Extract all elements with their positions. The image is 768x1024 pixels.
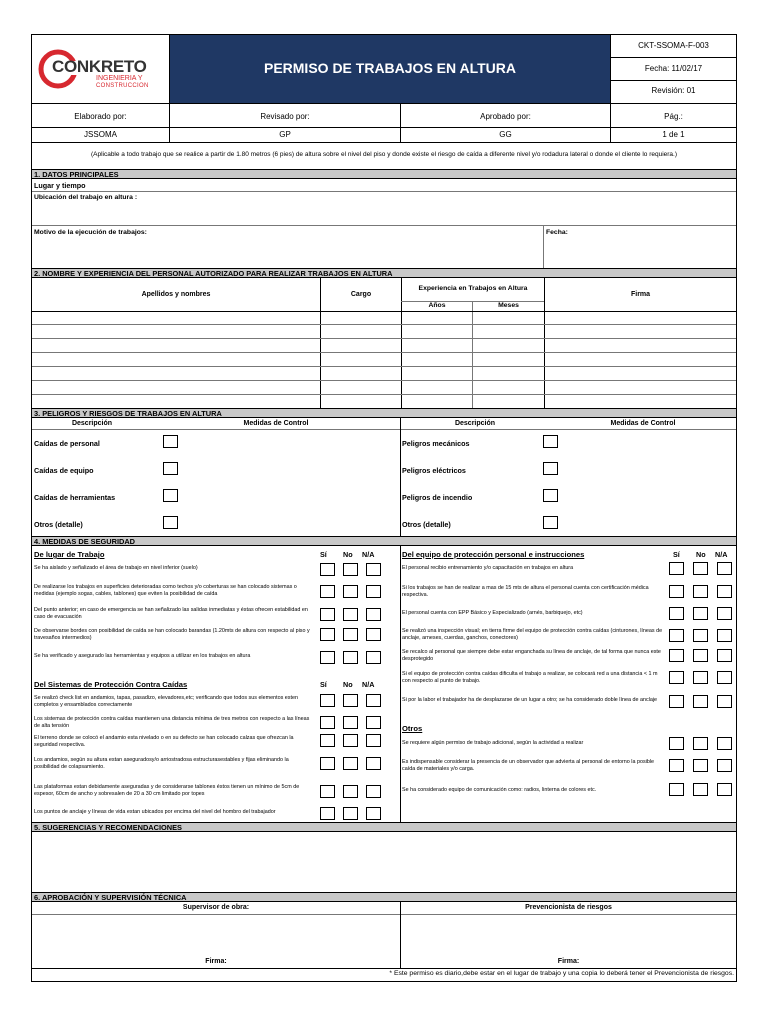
ubicacion-label: Ubicación del trabajo en altura :: [34, 194, 138, 201]
lugar-item-4-na[interactable]: [366, 628, 381, 641]
hazard-right-1: Peligros mecánicos: [402, 439, 470, 448]
proteccion-item-4-no[interactable]: [343, 757, 358, 770]
otros-item-1-si[interactable]: [669, 737, 684, 750]
proteccion-item-5-no[interactable]: [343, 785, 358, 798]
proteccion-item-2-na[interactable]: [366, 716, 381, 729]
proteccion-item-4: Los andamios, según su altura estan aseguradosy/o arriostradosa estructurasestables y fijas eliminando la posibilidad de colapsamiento.: [34, 757, 289, 770]
lugar-item-2-no[interactable]: [343, 585, 358, 598]
firma-supervisor-label: Firma:: [205, 958, 227, 965]
proteccion-no-header: No: [343, 680, 353, 689]
epp-item-6-si[interactable]: [669, 671, 684, 684]
epp-item-5-no[interactable]: [693, 649, 708, 662]
otros-item-3: Se ha considerado equipo de comunicación como: radios, linterna de colores etc.: [402, 787, 597, 793]
epp-item-6-no[interactable]: [693, 671, 708, 684]
otros-item-3-na[interactable]: [717, 783, 732, 796]
proteccion-na-header: N/A: [362, 680, 375, 689]
motivo-label: Motivo de la ejecución de trabajos:: [34, 229, 147, 236]
epp-item-7-si[interactable]: [669, 695, 684, 708]
otros-item-1: Se requiere algún permiso de trabajo adicional, según la actividad a realizar: [402, 740, 584, 746]
revisado-value: GP: [279, 130, 291, 139]
hazard-left-3-checkbox[interactable]: [163, 489, 178, 502]
proteccion-item-2-si[interactable]: [320, 716, 335, 729]
hazard-left-3: Caídas de herramientas: [34, 493, 116, 502]
hazard-left-2-checkbox[interactable]: [163, 462, 178, 475]
epp-item-1-si[interactable]: [669, 562, 684, 575]
proteccion-item-3-na[interactable]: [366, 734, 381, 747]
lugar-item-1-no[interactable]: [343, 563, 358, 576]
proteccion-item-5: Las plataformas estan debidamente aseguradas y de considerarse tablones éstos tienen un mínimo de 5cm de espesor, 60cm de ancho y sobresalen de 20 a 30 cm limitado por topes: [34, 784, 300, 797]
epp-item-1: El personal recibio entrenamiento y/o capacitación en trabajos en altura: [402, 565, 574, 571]
epp-item-4-no[interactable]: [693, 629, 708, 642]
section2-header: 2. NOMBRE Y EXPERIENCIA DEL PERSONAL AUTORIZADO PARA REALIZAR TRABAJOS EN ALTURA: [32, 268, 736, 278]
epp-item-7: Si por la labor el trabajador ha de desplazarse de un lugar a otro; se ha considerado doble línea de anclaje: [402, 697, 658, 703]
proteccion-item-6-na[interactable]: [366, 807, 381, 820]
proteccion-item-3-si[interactable]: [320, 734, 335, 747]
company-logo: [36, 45, 166, 97]
lugar-item-4-si[interactable]: [320, 628, 335, 641]
lugar-si-header: Sí: [320, 550, 327, 559]
lugar-item-3-no[interactable]: [343, 608, 358, 621]
firma-prevencionista-label: Firma:: [557, 958, 580, 965]
lugar-item-4: De observarse bordes con posibilidad de caída se han colocado barandas (1.20mts de altura con respecto al piso y travesaños intermedios): [34, 628, 310, 641]
epp-item-7-na[interactable]: [717, 695, 732, 708]
epp-item-2-no[interactable]: [693, 585, 708, 598]
hazard-left-4: Otros (detalle): [34, 520, 83, 529]
lugar-item-3-na[interactable]: [366, 608, 381, 621]
epp-item-3-si[interactable]: [669, 607, 684, 620]
epp-item-2-si[interactable]: [669, 585, 684, 598]
epp-item-5: Se recalco al personal que siempre debe estar enganchada su línea de anclaje, de tal forma que nunca este desprotegido: [402, 649, 661, 662]
lugar-item-5-na[interactable]: [366, 651, 381, 664]
section4-header: 4. MEDIDAS DE SEGURIDAD: [32, 536, 736, 546]
lugar-item-3-si[interactable]: [320, 608, 335, 621]
proteccion-item-5-na[interactable]: [366, 785, 381, 798]
col-desc-right: Descripción: [454, 420, 496, 427]
hazard-right-4: Otros (detalle): [402, 520, 451, 529]
section1-header: 1. DATOS PRINCIPALES: [32, 169, 736, 179]
otros-item-1-no[interactable]: [693, 737, 708, 750]
epp-no-header: No: [696, 550, 706, 559]
proteccion-item-6-si[interactable]: [320, 807, 335, 820]
lugar-item-2-si[interactable]: [320, 585, 335, 598]
supervisor-label: Supervisor de obra:: [182, 904, 250, 911]
proteccion-title: Del Sistemas de Protección Contra Caídas: [34, 680, 188, 689]
proteccion-item-4-na[interactable]: [366, 757, 381, 770]
section5-header: 5. SUGERENCIAS Y RECOMENDACIONES: [32, 822, 736, 832]
epp-item-1-na[interactable]: [717, 562, 732, 575]
otros-item-3-no[interactable]: [693, 783, 708, 796]
col-firma: Firma: [630, 291, 651, 298]
epp-item-3: El personal cuenta con EPP Básico y Especializado (arnés, barbiquejo, etc): [402, 610, 583, 616]
lugar-item-1: Se ha aislado y señalizado el área de trabajo en nivel inferior (suelo): [34, 565, 198, 571]
otros-item-2-si[interactable]: [669, 759, 684, 772]
hazard-right-2-checkbox[interactable]: [543, 462, 558, 475]
lugar-item-5: Se ha verificado y asegurado las herramientas y equipos a utilizar en los trabajos en altura: [34, 653, 251, 659]
epp-item-5-si[interactable]: [669, 649, 684, 662]
pag-value: 1 de 1: [662, 130, 685, 139]
otros-title: Otros: [402, 724, 423, 733]
form-code: CKT-SSOMA-F-003: [638, 41, 709, 50]
otros-item-3-si[interactable]: [669, 783, 684, 796]
epp-item-4: Se realizó una inspección visual; en tierra firme del equipo de protección contra caídas (cinturones, líneas de anclaje, arneses, cuerdas, ganchos, conectores): [402, 628, 663, 641]
proteccion-item-1-na[interactable]: [366, 694, 381, 707]
epp-item-2-na[interactable]: [717, 585, 732, 598]
form-revision: Revisión: 01: [651, 86, 696, 95]
prevencionista-label: Prevencionista de riesgos: [525, 904, 612, 911]
hazard-right-4-checkbox[interactable]: [543, 516, 558, 529]
fecha-label: Fecha:: [546, 229, 568, 236]
lugar-na-header: N/A: [362, 550, 375, 559]
epp-item-2: Si los trabajos se han de realizar a mas de 15 mts de altura el personal cuenta con certificación médica respectiva.: [402, 585, 649, 598]
footer-note: * Este permiso es diario,debe estar en el lugar de trabajo y una copia lo deberá tener el Prevencionista de riesgos.: [389, 970, 734, 977]
elaborado-label: Elaborado por:: [74, 112, 127, 121]
epp-item-5-na[interactable]: [717, 649, 732, 662]
page-title: PERMISO DE TRABAJOS EN ALTURA: [263, 60, 516, 76]
hazard-right-2: Peligros eléctricos: [402, 466, 466, 475]
epp-title: Del equipo de protección personal e instrucciones: [402, 550, 585, 559]
lugar-trabajo-title: De lugar de Trabajo: [34, 550, 105, 559]
col-medidas-left: Medidas de Control: [243, 420, 309, 427]
proteccion-item-2: Los sistemas de protección contra caídas mantienen una distancia mínima de tres metros con respecto a las líneas de alta tensión: [34, 716, 310, 729]
proteccion-item-6-no[interactable]: [343, 807, 358, 820]
proteccion-item-4-si[interactable]: [320, 757, 335, 770]
lugar-label: Lugar y tiempo: [34, 181, 86, 190]
section3-header: 3. PELIGROS Y RIESGOS DE TRABAJOS EN ALTURA: [32, 408, 736, 418]
hazard-left-2: Caídas de equipo: [34, 466, 94, 475]
lugar-item-2: De realizarse los trabajos en superficies deterioradas como techos y/o coberturas se han colocado sistemas o medidas (ejemplo sogas, cables, tablones) que eviten la posibilidad de caída: [34, 584, 297, 597]
section6-header: 6. APROBACIÓN Y SUPERVISIÓN TÉCNICA: [32, 892, 736, 902]
hazard-left-1: Caídas de personal: [34, 439, 100, 448]
lugar-item-2-na[interactable]: [366, 585, 381, 598]
hazard-right-3-checkbox[interactable]: [543, 489, 558, 502]
aprobado-value: GG: [499, 130, 512, 139]
hazard-right-3: Peligros de incendio: [402, 493, 473, 502]
proteccion-item-6: Los puntos de anclaje y líneas de vida estan ubicados por encima del nivel del hombro del trabajador: [34, 809, 276, 815]
applicability-note: (Aplicable a todo trabajo que se realice a partir de 1.80 metros (6 pies) de altura sobre el nivel del piso y donde existe el riesgo de caída a diferente nivel y/o rodadura lateral o donde el cliente lo requiera.): [90, 151, 678, 158]
epp-item-6-na[interactable]: [717, 671, 732, 684]
lugar-item-3: Del punto anterior; en caso de emergencia se han señalizado las salidas inmediatas y éstas ofrecen estabilidad en caso de evacuación: [34, 607, 308, 620]
otros-item-2-na[interactable]: [717, 759, 732, 772]
elaborado-value: JSSOMA: [84, 130, 117, 139]
aprobado-label: Aprobado por:: [480, 112, 531, 121]
form-date: Fecha: 11/02/17: [644, 64, 703, 73]
lugar-no-header: No: [343, 550, 353, 559]
col-anios: Años: [428, 302, 446, 309]
hazard-left-4-checkbox[interactable]: [163, 516, 178, 529]
revisado-label: Revisado por:: [260, 112, 310, 121]
lugar-item-1-si[interactable]: [320, 563, 335, 576]
logo-name: CONKRETO: [52, 57, 147, 76]
col-meses: Meses: [498, 302, 519, 309]
lugar-item-5-no[interactable]: [343, 651, 358, 664]
epp-item-3-no[interactable]: [693, 607, 708, 620]
hazard-left-1-checkbox[interactable]: [163, 435, 178, 448]
epp-item-4-si[interactable]: [669, 629, 684, 642]
epp-na-header: N/A: [715, 550, 728, 559]
permit-form: [31, 34, 737, 982]
logo-sub1: INGENIERIA Y: [96, 75, 143, 82]
lugar-item-4-no[interactable]: [343, 628, 358, 641]
pag-label: Pág.:: [664, 112, 683, 121]
lugar-item-5-si[interactable]: [320, 651, 335, 664]
proteccion-si-header: Sí: [320, 680, 327, 689]
col-experiencia: Experiencia en Trabajos en Altura: [418, 285, 528, 292]
proteccion-item-2-no[interactable]: [343, 716, 358, 729]
proteccion-item-5-si[interactable]: [320, 785, 335, 798]
epp-item-3-na[interactable]: [717, 607, 732, 620]
hazard-right-1-checkbox[interactable]: [543, 435, 558, 448]
logo-sub2: CONSTRUCCION: [96, 83, 149, 89]
otros-item-1-na[interactable]: [717, 737, 732, 750]
proteccion-item-3-no[interactable]: [343, 734, 358, 747]
epp-item-4-na[interactable]: [717, 629, 732, 642]
epp-item-1-no[interactable]: [693, 562, 708, 575]
proteccion-item-3: El terreno donde se colocó el andamio esta nivelado o en su defecto se han colocado calzas que ofrezcan la seguridad respectiva.: [34, 735, 294, 748]
col-nombres: Apellidos y nombres: [141, 291, 211, 298]
otros-item-2-no[interactable]: [693, 759, 708, 772]
col-cargo: Cargo: [350, 291, 372, 298]
proteccion-item-1: Se realizó check list en andamios, tapas, pasadizo, elevadores,etc; verificando que todos sus elementos esten completos y ensamblados correctamente: [34, 695, 298, 708]
epp-si-header: Sí: [673, 550, 680, 559]
col-desc-left: Descripción: [71, 420, 113, 427]
title-banner: [170, 35, 610, 103]
otros-item-2: Es indispensable considerar la presencia de un observador que advierta al personal de entorno la posible caída de materiales y/o carga.: [402, 759, 655, 772]
proteccion-item-1-si[interactable]: [320, 694, 335, 707]
col-medidas-right: Medidas de Control: [610, 420, 676, 427]
epp-item-7-no[interactable]: [693, 695, 708, 708]
epp-item-6: Si el equipo de protección contra caídas dificulta el trabajo a realizar, se colocará red a una distancia < 1 m con respecto al punto de trabajo.: [402, 671, 658, 684]
lugar-item-1-na[interactable]: [366, 563, 381, 576]
proteccion-item-1-no[interactable]: [343, 694, 358, 707]
